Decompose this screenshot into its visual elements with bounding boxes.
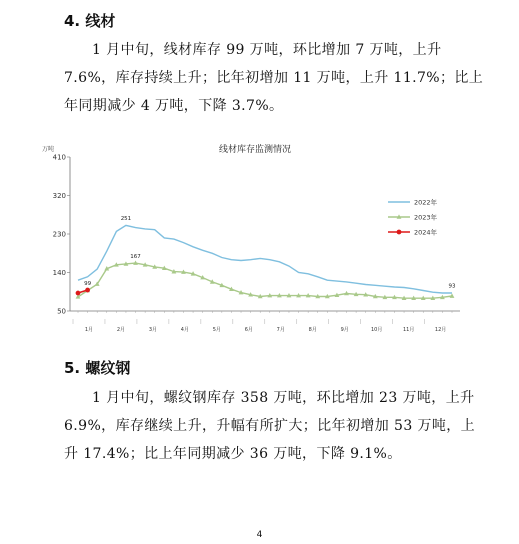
x-month-label: 7月 <box>276 327 285 333</box>
legend-label-2024: 2024年 <box>414 228 438 237</box>
y-axis-label: 万吨 <box>42 146 55 153</box>
wire-rod-inventory-chart <box>40 140 470 335</box>
legend-marker-2024 <box>397 230 402 235</box>
data-label: 251 <box>120 216 132 223</box>
y-tick-label: 410 <box>52 153 66 162</box>
legend-label-2022: 2022年 <box>414 198 438 207</box>
x-month-label: 6月 <box>244 327 253 333</box>
chart-canvas <box>40 140 470 335</box>
y-tick-label: 320 <box>52 192 66 200</box>
legend-label-2023: 2023年 <box>414 213 438 222</box>
x-month-label: 1月 <box>84 327 94 333</box>
x-month-label: 8月 <box>308 327 317 333</box>
data-point-2024 <box>76 291 81 296</box>
section-5-heading: 5. 螺纹钢 <box>64 359 131 377</box>
section-4-heading: 4. 线材 <box>64 12 116 30</box>
x-month-label: 2月 <box>116 327 126 333</box>
section-4-paragraph: 1 月中旬，线材库存 99 万吨，环比增加 7 万吨，上升 7.6%，库存持续上升；比年初增加 11 万吨，上升 11.7%；比上年同期减少 4 万吨，下降 3.7%。 <box>64 42 484 114</box>
x-month-label: 5月 <box>212 327 221 333</box>
page-number: 4 <box>256 530 263 540</box>
data-point-2024 <box>85 288 90 293</box>
data-label: 93 <box>448 283 456 290</box>
x-month-label: 3月 <box>148 327 158 333</box>
y-tick-label: 230 <box>52 230 66 239</box>
x-month-label: 11月 <box>402 327 415 333</box>
data-label: 167 <box>130 254 141 261</box>
x-month-label: 10月 <box>370 327 383 333</box>
x-month-label: 12月 <box>434 327 447 333</box>
series-line-2023 <box>78 263 452 298</box>
section-5-paragraph: 1 月中旬，螺纹钢库存 358 万吨，环比增加 23 万吨，上升 6.9%，库存继续上升，升幅有所扩大；比年初增加 53 万吨，上升 17.4%；比上年同期减少 36 万吨，下降 9.1%。 <box>64 390 476 462</box>
chart-title: 线材库存监测情况 <box>218 145 292 155</box>
y-tick-label: 140 <box>52 269 66 277</box>
x-month-label: 9月 <box>340 327 349 333</box>
data-label: 99 <box>84 281 92 288</box>
y-tick-label: 50 <box>57 307 66 316</box>
x-month-label: 4月 <box>180 327 189 333</box>
